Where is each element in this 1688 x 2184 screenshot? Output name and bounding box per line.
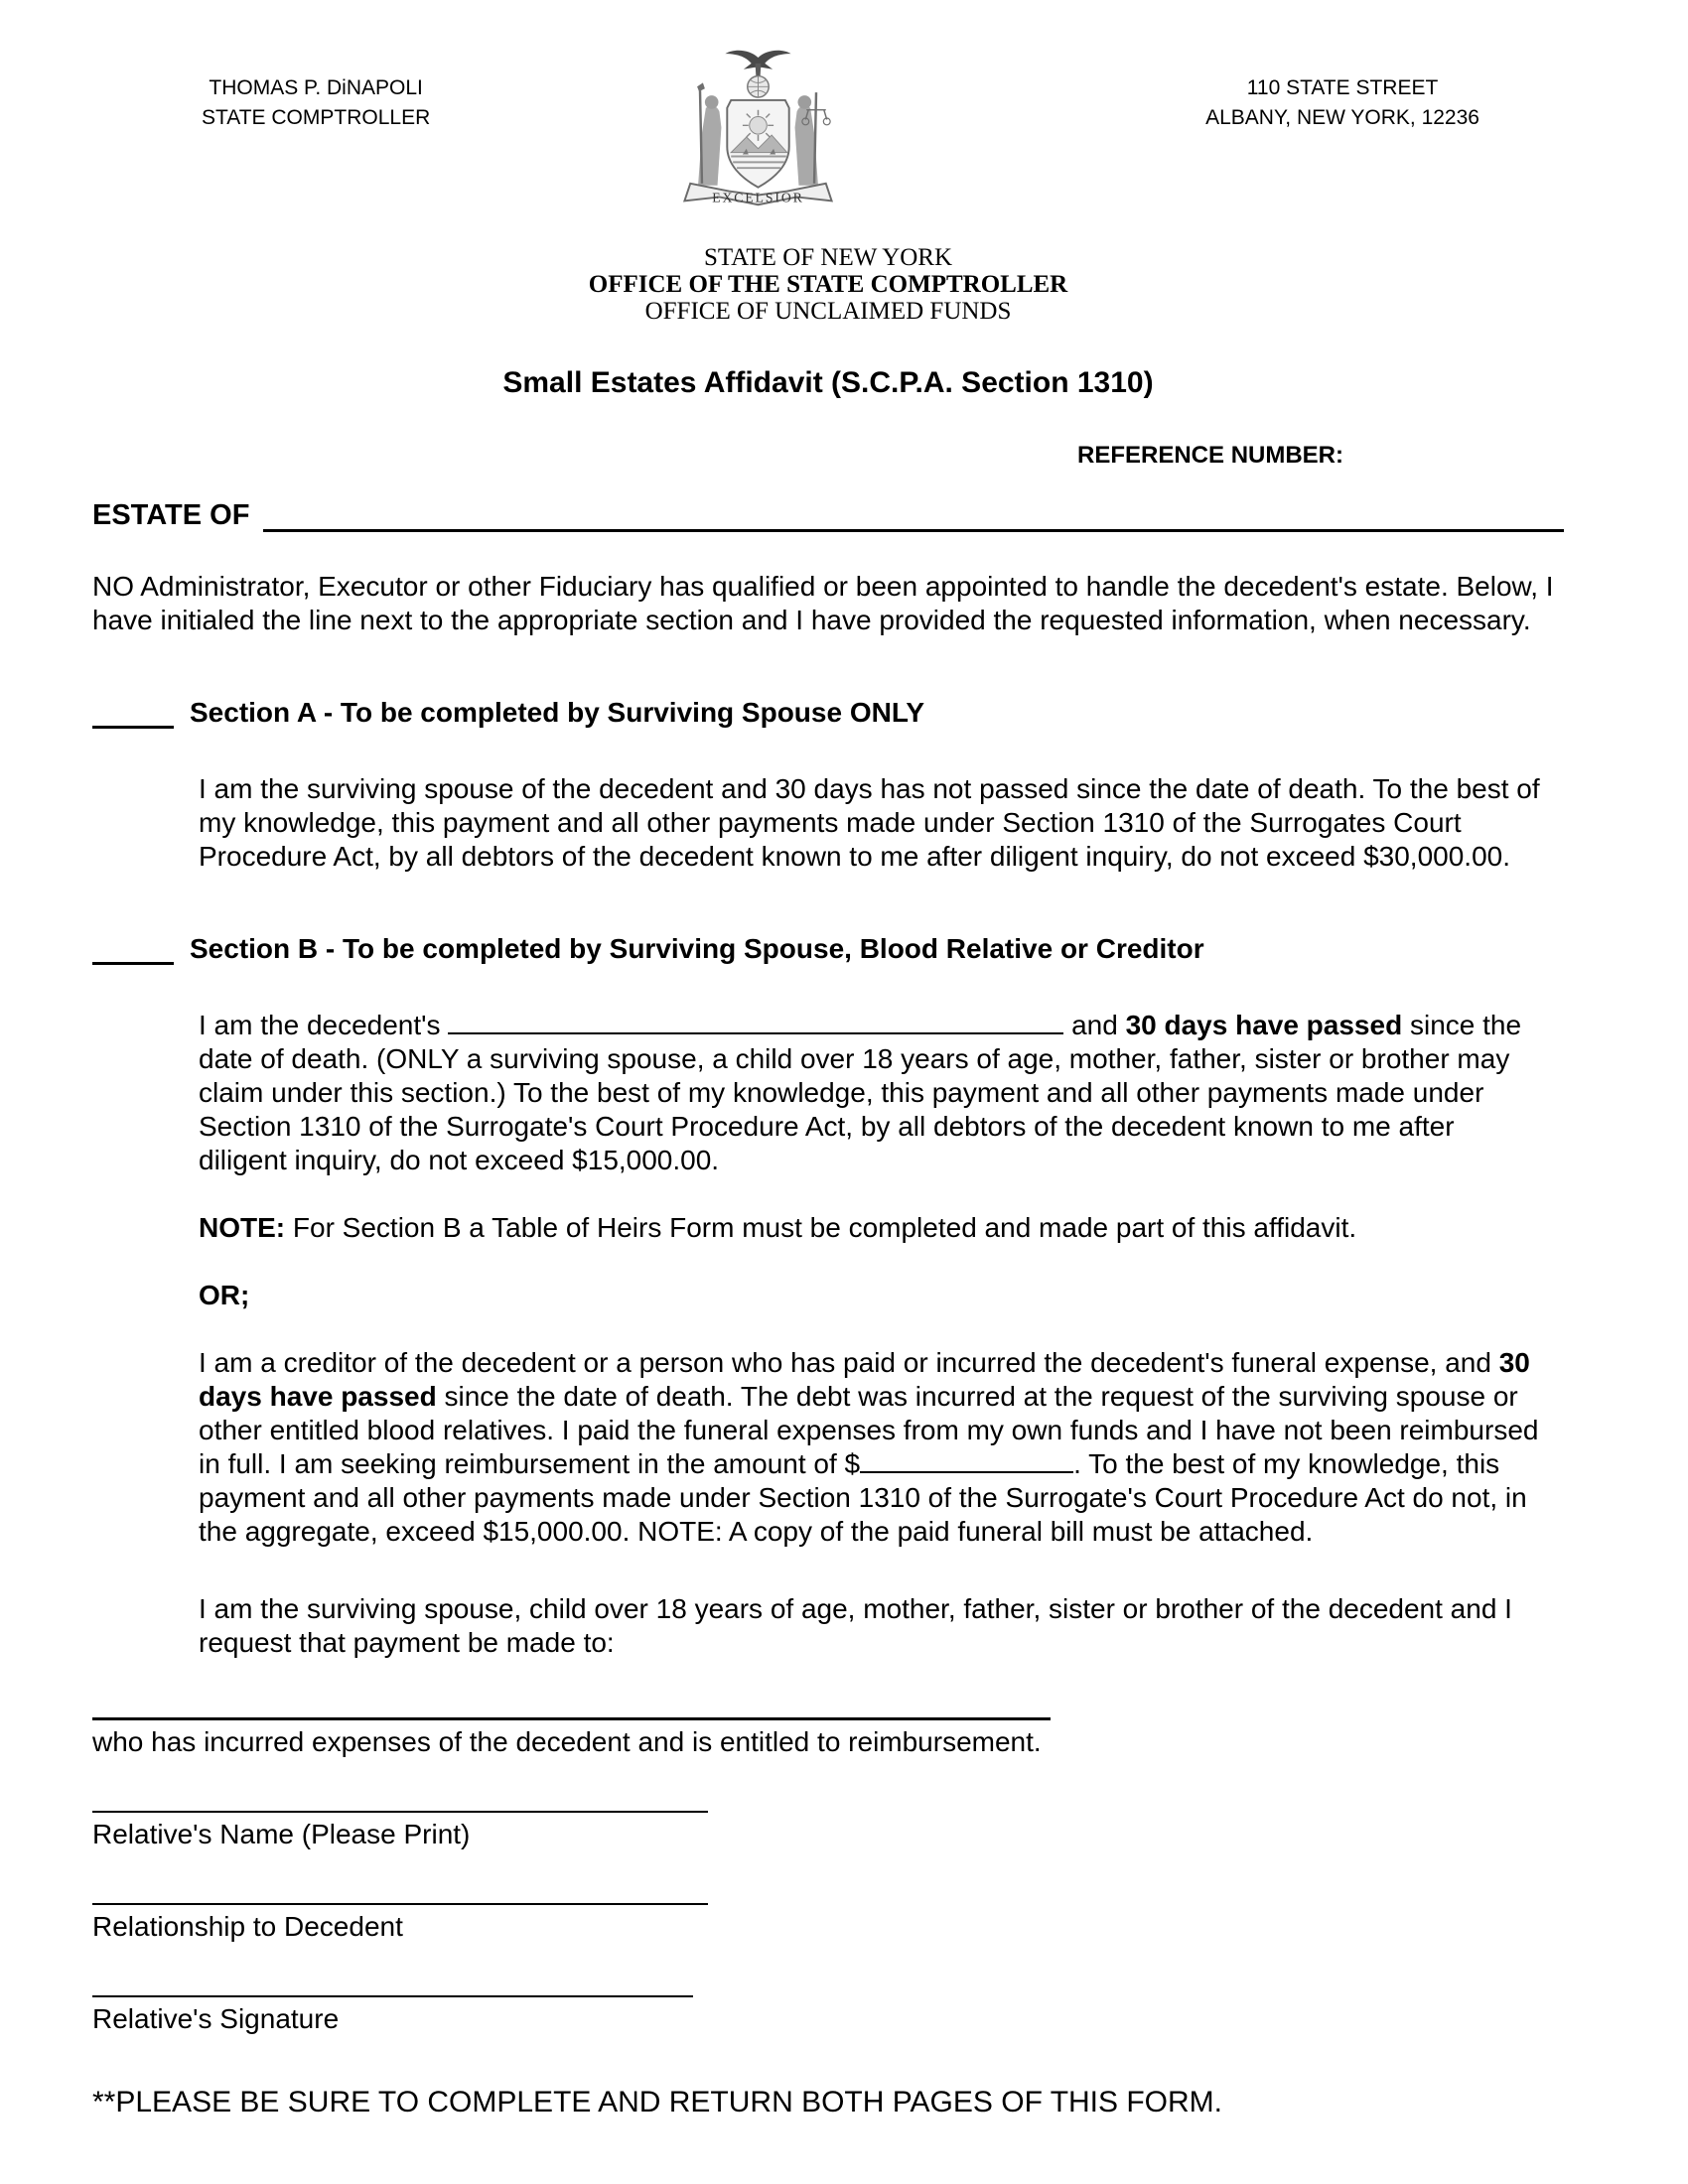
payee-group xyxy=(92,1717,1564,1759)
org-line-comptroller: OFFICE OF THE STATE COMPTROLLER xyxy=(588,271,1068,298)
form-title: Small Estates Affidavit (S.C.P.A. Section 1310) xyxy=(502,366,1154,399)
reference-number-row xyxy=(92,442,1564,470)
relatives-name-line[interactable] xyxy=(92,1811,708,1813)
comptroller-name: THOMAS P. DiNAPOLI xyxy=(209,76,423,99)
comptroller-title: STATE COMPTROLLER xyxy=(202,106,431,129)
or-label-paragraph xyxy=(199,1279,1541,1312)
section-b-heading: Section B - To be completed by Surviving Spouse, Blood Relative or Creditor xyxy=(190,933,1204,964)
relationship-text-and: and xyxy=(1071,1010,1118,1040)
or-label: OR; xyxy=(199,1280,250,1310)
section-b-relationship-paragraph xyxy=(199,1009,1541,1177)
payee-line[interactable] xyxy=(92,1717,1051,1720)
intro-paragraph: NO Administrator, Executor or other Fiduciary has qualified or been appointed to handle the decedent's estate. Below, I have initialed the line next to the appropriate section and I have provided the requested information, when necessary. xyxy=(92,571,1554,635)
relationship-line[interactable] xyxy=(92,1903,708,1905)
note-paragraph xyxy=(199,1211,1541,1245)
address-block xyxy=(1205,73,1479,133)
estate-of-label: ESTATE OF xyxy=(92,499,250,531)
note-label: NOTE: xyxy=(199,1212,286,1243)
creditor-paragraph xyxy=(199,1346,1541,1549)
seal-motto: EXCELSIOR xyxy=(712,190,804,205)
org-line-unclaimed-funds: OFFICE OF UNCLAIMED FUNDS xyxy=(644,298,1012,325)
reference-number-label: REFERENCE NUMBER: xyxy=(1077,442,1344,469)
org-line-state: STATE OF NEW YORK xyxy=(703,244,953,271)
relationship-group xyxy=(92,1903,1564,1944)
creditor-bold-30-days: 30 days have passed xyxy=(199,1347,1530,1412)
estate-of-row xyxy=(92,499,1564,532)
comptroller-name-block xyxy=(202,73,430,133)
section-a-paragraph: I am the surviving spouse of the decedent and 30 days has not passed since the date of death. To the best of my knowledge, this payment and all other payments made under Section 1310 of the Surrogates Court Procedure Act, by all debtors of the decedent known to me after diligent inquiry, do not exceed $30,000.00. xyxy=(199,773,1540,872)
state-seal-graphic xyxy=(661,40,855,234)
creditor-text-2: since the date of death. The debt was incurred at the request of the surviving spouse or other entitled blood relatives. I paid the funeral expenses from my own funds and I have not been reimbursed in full. I am seeking reimbursement in the amount of $ xyxy=(199,1381,1539,1479)
page-header xyxy=(92,40,1564,234)
address-city: ALBANY, NEW YORK, 12236 xyxy=(1205,106,1479,129)
creditor-text-1: I am a creditor of the decedent or a person who has paid or incurred the decedent's funeral expense, and xyxy=(199,1347,1491,1378)
estate-of-line[interactable] xyxy=(263,505,1564,532)
signature-group xyxy=(92,1995,1564,2036)
signature-label: Relative's Signature xyxy=(92,2003,340,2034)
org-block xyxy=(92,244,1564,325)
section-a-heading: Section A - To be completed by Surviving Spouse ONLY xyxy=(190,697,925,728)
payee-request-paragraph: I am the surviving spouse, child over 18 years of age, mother, father, sister or brother of the decedent and I request that payment be made to: xyxy=(199,1593,1512,1658)
relatives-name-group xyxy=(92,1811,1564,1851)
creditor-text-3: . To the best of my knowledge, this payment and all other payments made under Section 1310 of the Surrogate's Court Procedure Act do not, in the aggregate, exceed $15,000.00. NOTE: A copy of the paid funeral bill must be attached. xyxy=(199,1448,1527,1547)
payee-caption: who has incurred expenses of the decedent and is entitled to reimbursement. xyxy=(92,1726,1042,1757)
note-text: For Section B a Table of Heirs Form must be completed and made part of this affidavit. xyxy=(292,1212,1357,1243)
relationship-bold-30-days: 30 days have passed xyxy=(1125,1010,1403,1040)
amount-blank[interactable] xyxy=(860,1467,1073,1473)
relationship-label: Relationship to Decedent xyxy=(92,1911,403,1942)
relationship-text-rest: since the date of death. (ONLY a surviving spouse, a child over 18 years of age, mother, father, sister or brother may claim under this section.) To the best of my knowledge, this payment and all other payments made under Section 1310 of the Surrogate's Court Procedure Act, by all debtors of the decedent known to me after diligent inquiry, do not exceed $15,000.00. xyxy=(199,1010,1522,1175)
footer-note: **PLEASE BE SURE TO COMPLETE AND RETURN BOTH PAGES OF THIS FORM. xyxy=(92,2086,1223,2118)
address-street: 110 STATE STREET xyxy=(1246,76,1439,99)
section-a-heading-row xyxy=(92,697,1564,729)
new-york-state-seal xyxy=(661,40,855,234)
relationship-blank[interactable] xyxy=(448,1028,1063,1034)
section-b-initial-line[interactable] xyxy=(92,936,174,965)
section-a-initial-line[interactable] xyxy=(92,700,174,729)
relationship-text-before: I am the decedent's xyxy=(199,1010,441,1040)
signature-line[interactable] xyxy=(92,1995,693,1997)
section-b-heading-row xyxy=(92,933,1564,965)
relatives-name-label: Relative's Name (Please Print) xyxy=(92,1819,471,1849)
